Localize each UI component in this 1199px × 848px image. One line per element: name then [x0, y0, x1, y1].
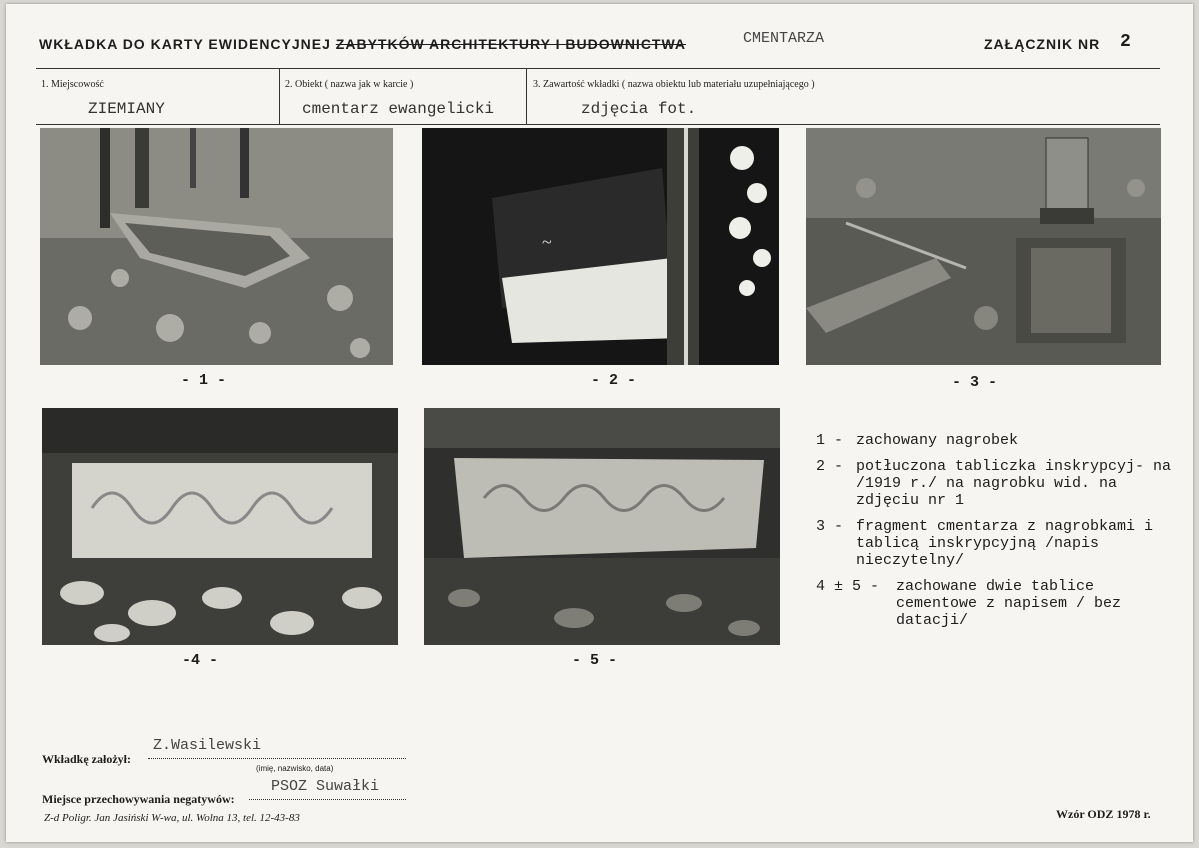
- legend-number: 1 -: [816, 432, 844, 449]
- legend-text: zachowane dwie tablice cementowe z napisem / bez datacji/: [896, 578, 1122, 629]
- founder-value: Z.Wasilewski: [153, 737, 262, 754]
- legend-text: potłuczona tabliczka inskrypcyj- na /1919 r./ na nagrobku wid. na zdjęciu nr 1: [856, 458, 1172, 509]
- photo-5: [424, 408, 780, 645]
- founder-hint: (imię, nazwisko, data): [256, 764, 334, 773]
- photo-1-caption: - 1 -: [181, 372, 227, 389]
- field-value-object: cmentarz ewangelicki: [302, 100, 495, 118]
- field-value-contents: zdjęcia fot.: [581, 100, 697, 118]
- title-added: CMENTARZA: [743, 30, 825, 47]
- photo-4: [42, 408, 398, 645]
- title-prefix: WKŁADKA DO KARTY EWIDENCYJNEJ: [39, 36, 336, 52]
- photo-4-caption: -4 -: [182, 652, 219, 669]
- legend-number: 3 -: [816, 518, 844, 535]
- title-struck: ZABYTKÓW ARCHITEKTURY I BUDOWNICTWA: [335, 36, 687, 52]
- form-number: Wzór ODZ 1978 r.: [1056, 807, 1151, 821]
- document-sheet: [6, 4, 1193, 842]
- field-label-contents: 3. Zawartość wkładki ( nazwa obiektu lub materiału uzupełniającego ): [533, 79, 815, 90]
- field-value-locality: ZIEMIANY: [88, 100, 165, 118]
- field-divider: [279, 68, 280, 124]
- field-label-locality: 1. Miejscowość: [41, 79, 104, 90]
- storage-dotline: [249, 799, 406, 800]
- photo-1: [40, 128, 393, 365]
- photo-cement-tablet-icon: [42, 408, 398, 645]
- photo-3: [806, 128, 1161, 365]
- field-divider: [526, 68, 527, 124]
- legend-number: 2 -: [816, 458, 844, 475]
- legend-item: [816, 518, 1176, 569]
- photo-gravestone-in-forest-icon: [40, 128, 393, 365]
- photo-cemetery-fragment-icon: [806, 128, 1161, 365]
- attachment-label: ZAŁĄCZNIK NR: [984, 36, 1101, 52]
- attachment-number: 2: [1120, 32, 1131, 52]
- founder-label: Wkładkę założył:: [42, 752, 131, 766]
- photo-3-caption: - 3 -: [952, 374, 998, 391]
- legend-item: [816, 458, 1176, 509]
- svg-text:~: ~: [542, 232, 552, 252]
- founder-dotline: [148, 758, 406, 759]
- legend-item: [816, 578, 1176, 629]
- photo-legend: [816, 432, 1176, 638]
- photo-2-caption: - 2 -: [591, 372, 637, 389]
- legend-number: 4 ± 5 -: [816, 578, 880, 595]
- photo-cement-tablet-icon: [424, 408, 780, 645]
- storage-label: Miejsce przechowywania negatywów:: [42, 792, 235, 806]
- storage-value: PSOZ Suwałki: [271, 778, 380, 795]
- fields-rule: [36, 124, 1160, 125]
- header-title: [39, 36, 686, 52]
- photo-5-caption: - 5 -: [572, 652, 618, 669]
- photo-broken-plaque-icon: [422, 128, 779, 365]
- field-label-object: 2. Obiekt ( nazwa jak w karcie ): [285, 79, 414, 90]
- photo-2: [422, 128, 779, 365]
- legend-item: [816, 432, 1176, 449]
- legend-text: fragment cmentarza z nagrobkami i tablicą inskrypcyjną /napis nieczytelny/: [856, 518, 1154, 569]
- header-rule: [36, 68, 1160, 69]
- printer-note: Z-d Poligr. Jan Jasiński W-wa, ul. Wolna 13, tel. 12-43-83: [44, 812, 300, 824]
- legend-text: zachowany nagrobek: [856, 432, 1019, 449]
